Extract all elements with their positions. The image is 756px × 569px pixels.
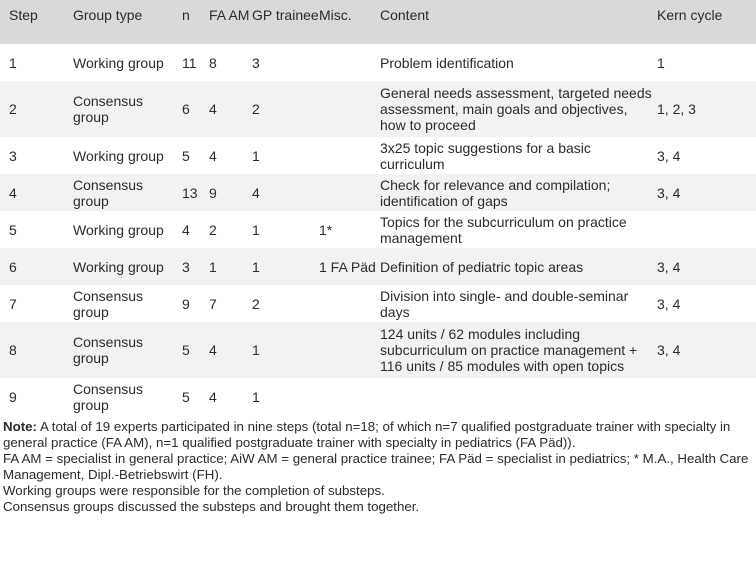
footnote-line: FA AM = specialist in general practice; AiW AM = general practice trainee; FA Päd = specialist in pediatrics; * M.A., Health Care Management, Dipl.-Betriebswirt (FH). xyxy=(3,451,749,482)
cell-group-type: Consensus group xyxy=(73,176,144,209)
header-kern-cycle: Kern cycle xyxy=(657,7,723,23)
cell-group-type: Consensus group xyxy=(73,287,144,320)
cell-group-type: Consensus group xyxy=(73,93,144,125)
cell-group-type: Working group xyxy=(73,221,164,238)
cell-content: 3x25 topic suggestions for a basic curriculum xyxy=(380,139,591,172)
cell-gp-trainee: 3 xyxy=(252,54,260,71)
cell-step: 8 xyxy=(9,342,17,358)
cell-fa-am: 4 xyxy=(209,342,217,358)
header-n: n xyxy=(182,7,190,23)
cell-step: 9 xyxy=(9,388,17,405)
cell-misc xyxy=(319,285,380,322)
cell-fa-am: 1 xyxy=(209,258,217,275)
cell-gp-trainee: 1 xyxy=(252,342,260,358)
cell-misc xyxy=(319,81,380,137)
cell-group-type: Consensus group xyxy=(73,380,144,413)
cell-step: 1 xyxy=(9,54,17,71)
cell-n: 13 xyxy=(182,184,198,201)
cell-gp-trainee: 4 xyxy=(252,184,260,201)
header-group-type: Group type xyxy=(73,7,143,23)
cell-kern-cycle: 1, 2, 3 xyxy=(657,101,696,117)
table-row xyxy=(0,322,756,378)
table-row xyxy=(0,44,756,81)
cell-gp-trainee: 1 xyxy=(252,147,260,164)
header-content: Content xyxy=(380,7,430,23)
cell-fa-am: 2 xyxy=(209,221,217,238)
cell-step: 2 xyxy=(9,101,17,117)
table-row xyxy=(0,378,756,415)
cell-content xyxy=(380,378,657,415)
cell-misc: 1* xyxy=(319,221,333,238)
header-fa-am: FA AM xyxy=(209,7,250,23)
table-row xyxy=(0,285,756,322)
cell-misc xyxy=(319,322,380,378)
cell-n: 11 xyxy=(182,54,197,71)
cell-n: 6 xyxy=(182,101,190,117)
cell-misc xyxy=(319,44,380,81)
cell-kern-cycle: 1 xyxy=(657,54,665,71)
cell-kern-cycle: 3, 4 xyxy=(657,342,681,358)
cell-kern-cycle xyxy=(657,378,756,415)
cell-kern-cycle xyxy=(657,211,756,248)
cell-n: 9 xyxy=(182,295,190,312)
table-row xyxy=(0,174,756,211)
cell-step: 4 xyxy=(9,184,17,201)
cell-fa-am: 7 xyxy=(209,295,217,312)
cell-n: 5 xyxy=(182,388,190,405)
cell-kern-cycle: 3, 4 xyxy=(657,258,681,275)
cell-fa-am: 9 xyxy=(209,184,217,201)
cell-misc xyxy=(319,378,380,415)
header-misc: Misc. xyxy=(319,7,352,23)
cell-misc xyxy=(319,137,380,174)
cell-content: General needs assessment, targeted needs assessment, main goals and objectives, how to proceed xyxy=(380,85,652,133)
table-row xyxy=(0,81,756,137)
cell-gp-trainee: 1 xyxy=(252,221,260,238)
cell-kern-cycle: 3, 4 xyxy=(657,295,681,312)
note-text: A total of 19 experts participated in nine steps (total n=18; of which n=7 qualified postgraduate trainer with specialty in general practice (FA AM), n=1 qualified postgraduate trainer with specialty in pediatrics (FA Päd)). xyxy=(3,419,731,450)
cell-step: 5 xyxy=(9,221,17,238)
cell-fa-am: 4 xyxy=(209,101,217,117)
cell-content: Check for relevance and compilation; identification of gaps xyxy=(380,176,611,209)
cell-n: 5 xyxy=(182,342,190,358)
cell-misc: 1 FA Päd xyxy=(319,258,376,275)
cell-group-type: Consensus group xyxy=(73,334,144,366)
cell-gp-trainee: 2 xyxy=(252,295,260,312)
cell-content: Division into single- and double-seminar days xyxy=(380,287,629,320)
cell-fa-am: 4 xyxy=(209,388,217,405)
table-row xyxy=(0,137,756,174)
cell-n: 5 xyxy=(182,147,190,164)
cell-group-type: Working group xyxy=(73,54,164,71)
header-step: Step xyxy=(9,7,38,23)
footnote-line xyxy=(3,419,753,451)
footnote-line: Working groups were responsible for the completion of substeps. xyxy=(3,483,385,498)
cell-gp-trainee: 1 xyxy=(252,258,260,275)
table-row xyxy=(0,211,756,248)
cell-content: Definition of pediatric topic areas xyxy=(380,258,584,275)
cell-gp-trainee: 2 xyxy=(252,101,260,117)
cell-kern-cycle: 3, 4 xyxy=(657,147,681,164)
cell-step: 7 xyxy=(9,295,17,312)
table-row xyxy=(0,248,756,285)
cell-n: 3 xyxy=(182,258,190,275)
table-footnote xyxy=(0,415,756,515)
cell-group-type: Working group xyxy=(73,258,164,275)
note-label: Note: xyxy=(3,419,37,434)
cell-kern-cycle: 3, 4 xyxy=(657,184,681,201)
cell-fa-am: 4 xyxy=(209,147,217,164)
cell-content: 124 units / 62 modules including subcurriculum on practice management + 116 units / 85 modules with open topics xyxy=(380,326,638,374)
cell-content: Topics for the subcurriculum on practice management xyxy=(380,213,627,246)
cell-misc xyxy=(319,174,380,211)
cell-content: Problem identification xyxy=(380,54,514,71)
cell-step: 3 xyxy=(9,147,17,164)
cell-n: 4 xyxy=(182,221,190,238)
table-header-row xyxy=(0,0,756,44)
cell-gp-trainee: 1 xyxy=(252,388,260,405)
cell-group-type: Working group xyxy=(73,147,164,164)
header-gp-trainee: GP trainee xyxy=(252,7,319,23)
cell-step: 6 xyxy=(9,258,17,275)
cell-fa-am: 8 xyxy=(209,54,217,71)
footnote-line: Consensus groups discussed the substeps and brought them together. xyxy=(3,499,420,514)
